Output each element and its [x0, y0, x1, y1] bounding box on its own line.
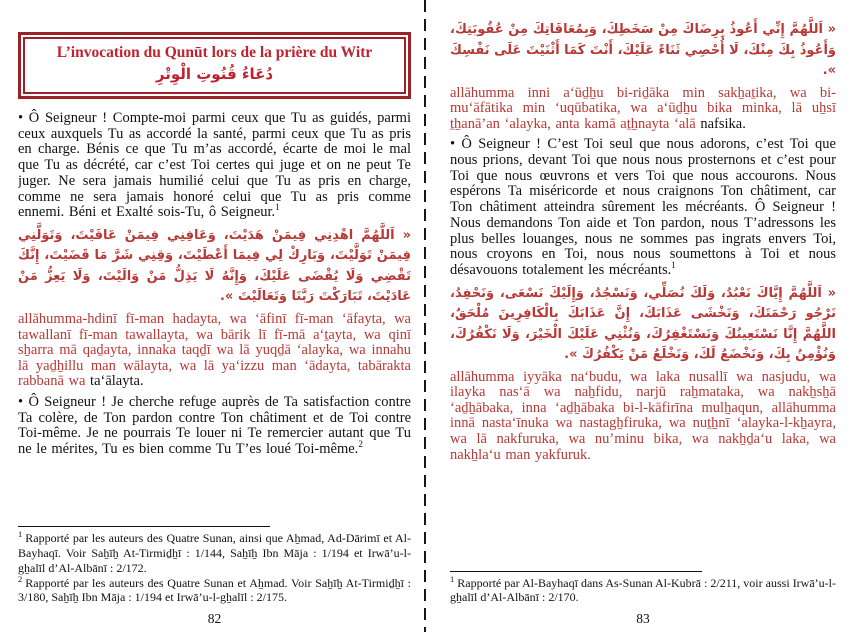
footnote-marker-ref: 2	[358, 439, 363, 450]
transliteration	[450, 370, 836, 464]
french-paragraph	[18, 111, 411, 221]
french-paragraph-text: • Ô Seigneur ! Compte-moi parmi ceux que Tu as guidés, parmi ceux auxquels Tu as accordé la santé, parmi ceux que Tu as pris en charge. Bénis ce que Tu m’as accordé, écarte de moi le mal que Tu as décrété, car c’est Toi certes qui juge et on ne peut Te juger. Ne sera jamais humilié celui que Tu as pris en charge, comme ne sera jamais honoré celui que Tu as pris comme ennemi. Béni et Exalté sois-Tu, ô Seigneur.	[18, 110, 411, 221]
arabic-quote: « اَللَّهُمَّ اهْدِنِي فِيمَنْ هَدَيْتَ، وَعَافِنِي فِيمَنْ عَافَيْتَ، وَتَوَلَّنِي فِيمَنْ تَوَلَّيْتَ، وَبَارِكْ لِي فِيمَا أَعْطَيْتَ، وَقِنِي شَرَّ مَا قَضَيْتَ، إِنَّكَ تَقْضِي وَلَا يُقْضَى عَلَيْكَ، وَإِنَّهُ لَا يَذِلُّ مَنْ وَالَيْتَ، وَلَا يَعِزُّ مَنْ عَادَيْتَ، تَبَارَكْتَ رَبَّنَا وَتَعَالَيْتَ ».	[18, 227, 411, 305]
page-footer	[450, 571, 836, 627]
arabic-quote: « اَللَّهُمَّ إِنِّي أَعُوذُ بِرِضَاكَ مِنْ سَخَطِكَ، وَبِمُعَافَاتِكَ مِنْ عُقُوبَتِكَ، وَأَعُوذُ بِكَ مِنْكَ، لَا أُحْصِي ثَنَاءً عَلَيْكَ، أَنْتَ كَمَا أَثْنَيْتَ عَلَى نَفْسِكَ ».	[450, 22, 836, 78]
transliteration-red: allāhumma inni a‘ūḏẖu bi-riḏāka min sakẖaṯika, wa bi-mu‘āfātika min ‘uqūbatika, wa a‘ūḏẖu bika minka, lā uẖsī ṯẖanā’an ‘alayka, anta kamā aṯẖnayta ‘alā	[450, 84, 836, 132]
footnote-text: Rapporté par les auteurs des Quatre Sunan, ainsi que Aẖmad, Ad-Dārimī et Al-Bayhaqī. Voir Saẖīẖ At-Tirmiḏẖī : 1/144, Saẖīẖ Ibn Māja : 1/194 et Irwā’u-l-gẖalīl d’Al-Albānī : 2/172.	[18, 531, 411, 575]
page-number: 82	[207, 611, 222, 626]
footnote-divider	[450, 571, 702, 572]
footnote	[18, 531, 411, 575]
transliteration-red: allāhumma iyyāka na‘budu, wa laka nusallī wa nasjudu, wa ilayka nas‘ā wa naẖfidu, narjū raẖmataka, wa nakẖsẖā ‘aḏẖābaka, inna ‘aḏẖābaka bi-l-kāfirīna mulẖaqun, allāhumma innā nasta‘īnuka wa nastagẖfiruka, wa nuṯẖnī ‘alayka-l-kẖayra, wa lā nakfuruka, wa nu’minu bika, wa nakẖḏa‘u laka, wa nakẖla‘u man yakfuruk.	[450, 368, 836, 463]
transliteration-black: ta‘ālayta.	[90, 373, 144, 390]
french-paragraph	[450, 137, 836, 278]
page-82	[18, 0, 411, 632]
title-box-inner	[23, 37, 406, 94]
footnote-marker: 1	[450, 573, 455, 584]
footnote	[450, 573, 836, 605]
footnote-marker: 1	[18, 529, 23, 540]
french-paragraph-text: • Ô Seigneur ! C’est Toi seul que nous adorons, c’est Toi que nous prions, devant Toi que nous nous prosternons et c’est pour Toi que nous œuvrons et vers Toi que nous accourons. Nous espérons Ta miséricorde et nous craignons Ton châtiment, car Ton châtiment atteindra sûrement les mécréants. Ô Seigneur ! Nous demandons Ton aide et Ton pardon, nous T’adressons les plus belles louanges, nous ne sommes pas ingrats envers Toi, nous croyons en Toi, nous nous soumettons à Toi et nous désavouons totalement les mécréants.	[450, 136, 836, 278]
french-paragraph-text: • Ô Seigneur ! Je cherche refuge auprès de Ta satisfaction contre Ta colère, de Ton pardon contre Ton châtiment et de Toi contre Toi-même. Je ne pourrais Te louer ni Te remercier autant que Tu ne le mérites, Tu es bien comme Tu T’es loué Toi-même.	[18, 393, 411, 457]
chapter-title-french: L’invocation du Qunūt lors de la prière du Witr	[56, 44, 373, 61]
page-83	[450, 0, 836, 632]
footnote	[18, 573, 411, 605]
footnote-marker-ref: 1	[275, 202, 280, 213]
transliteration	[18, 312, 411, 390]
page-number: 83	[636, 611, 650, 626]
footnote-text: Rapporté par Al-Bayhaqī dans As-Sunan Al-Kubrā : 2/211, voir aussi Irwā’u-l-gẖalīl d’Al-Albānī : 2/170.	[450, 575, 836, 605]
footnote-divider	[18, 526, 270, 527]
footnote-marker: 2	[18, 573, 23, 584]
transliteration	[450, 86, 836, 133]
transliteration-black: nafsika.	[700, 115, 746, 132]
title-box	[18, 32, 411, 99]
chapter-title-arabic: دُعَاءُ قُنُوتِ الْوِتْرِ	[155, 65, 274, 83]
french-paragraph	[18, 395, 411, 458]
footnote-marker-ref: 1	[671, 260, 676, 271]
page-footer	[18, 526, 411, 627]
page-divider	[424, 0, 426, 632]
footnote-text: Rapporté par les auteurs des Quatre Sunan et Aẖmad. Voir Saẖīẖ At-Tirmiḏẖī : 3/180, Saẖīẖ Ibn Māja : 1/194 et Irwā’u-l-gẖalīl : 2/175.	[18, 575, 411, 605]
transliteration-red: allāhumma-hdinī fī-man hadayta, wa ‘āfinī fī-man ‘āfayta, wa tawallanī fī-man tawallayta, wa bārik lī fī-mā a‘ṯayta, wa qinī sẖarra mā qaḏayta, innaka taqḏī wa lā yuqḏā ‘alayka, wa innahu lā yaḏẖillu man wālayta, wa lā ya‘izzu man ‘ādayta, tabārakta rabbanā wa	[18, 310, 411, 390]
arabic-quote: « اَللَّهُمَّ إِيَّاكَ نَعْبُدُ، وَلَكَ نُصَلِّي، وَنَسْجُدُ، وَإِلَيْكَ نَسْعَى، وَنَحْفِدُ، نَرْجُو رَحْمَتَكَ، وَنَخْشَى عَذَابَكَ، إِنَّ عَذَابَكَ بِالْكَافِرِينَ مُلْحَقٌ، اللَّهُمَّ إِنَّا نَسْتَعِينُكَ وَنَسْتَغْفِرُكَ، وَنُثْنِي عَلَيْكَ الْخَيْرَ، وَلَا نَكْفُرُكَ، وَنُؤْمِنُ بِكَ، وَنَخْضَعُ لَكَ، وَنَخْلَعُ مَنْ يَكْفُرُكَ ».	[450, 285, 836, 363]
